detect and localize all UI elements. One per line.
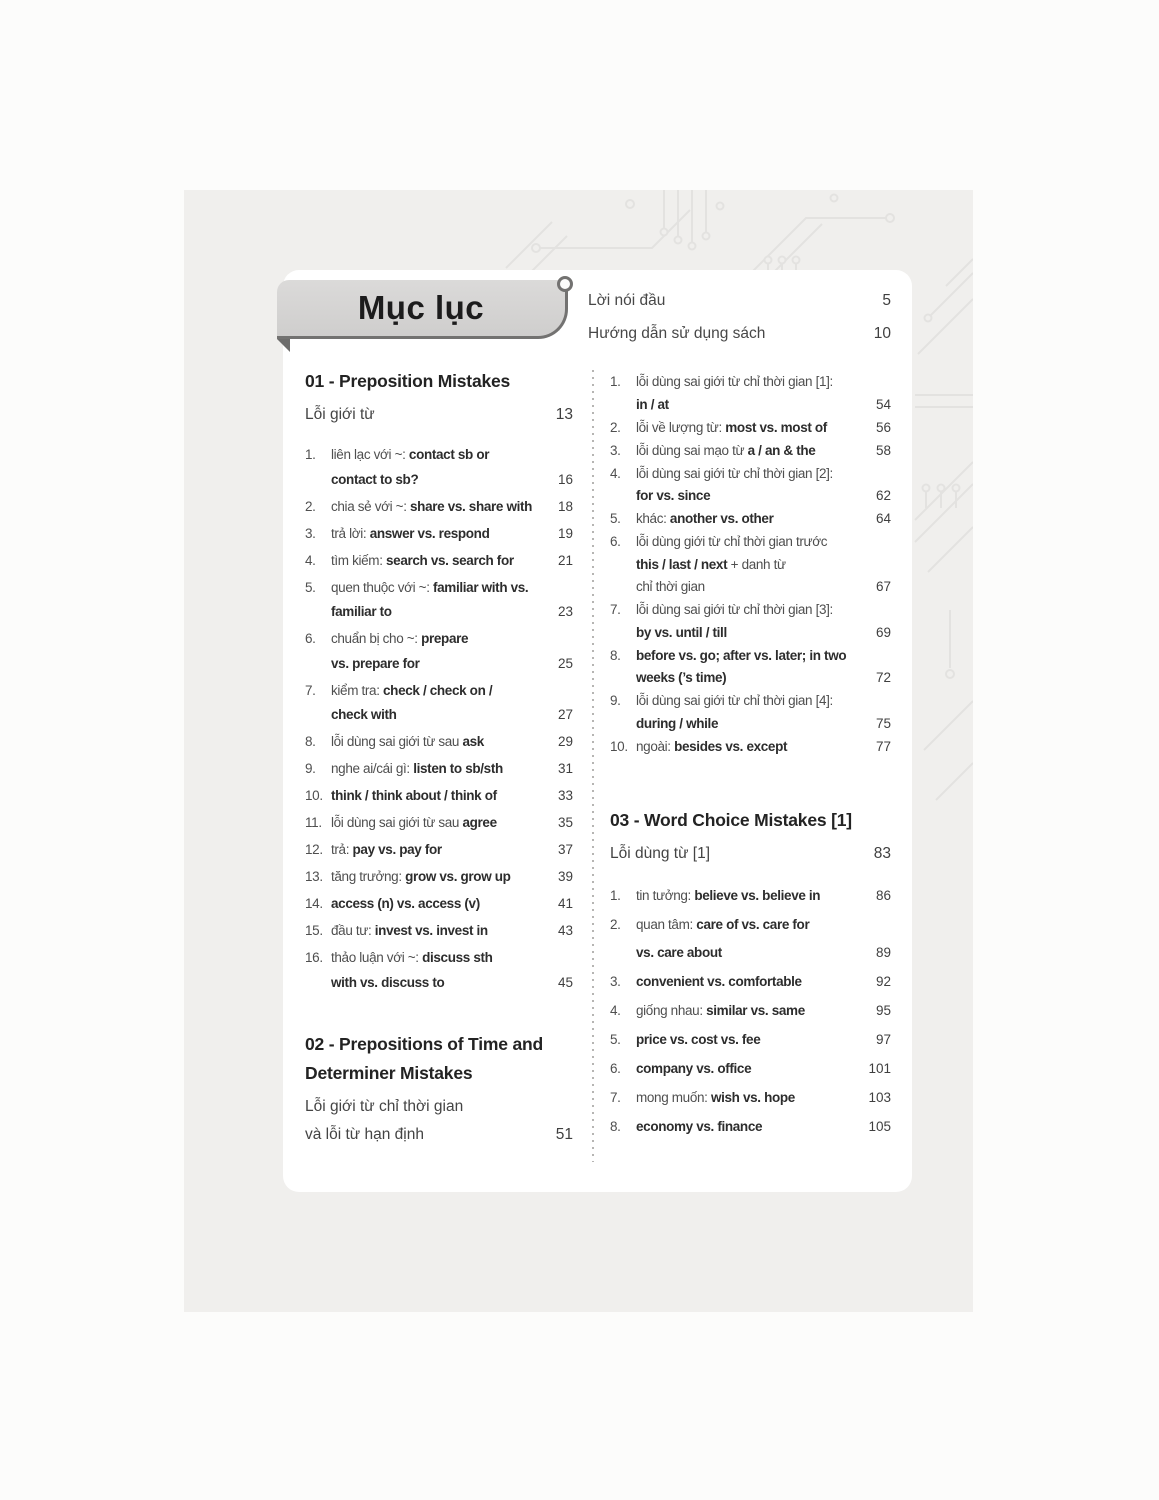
entry-label: lỗi dùng giới từ chỉ thời gian trước — [636, 534, 828, 549]
page-number: 41 — [557, 896, 573, 911]
page-number: 25 — [557, 655, 573, 671]
page-number: 97 — [875, 1032, 891, 1047]
entry-term: company vs. office — [636, 1061, 752, 1076]
entry-label: tìm kiếm: — [331, 552, 387, 568]
entry-text-line — [331, 468, 552, 493]
toc-entry — [610, 911, 891, 967]
entry-text — [331, 576, 552, 625]
entry-term: ask — [462, 734, 484, 749]
entry-term: listen to sb/sth — [413, 761, 503, 776]
entry-label: lỗi dùng sai giới từ chỉ thời gian [3]: — [636, 602, 833, 617]
section-heading — [305, 1030, 573, 1149]
entry-term: discuss sth — [422, 950, 493, 965]
entry-text — [331, 730, 552, 755]
page-number: 95 — [875, 1003, 891, 1018]
toc-entry — [610, 997, 891, 1025]
entry-term: prepare — [421, 631, 469, 646]
entry-text-line — [331, 811, 552, 836]
entry-text — [636, 1084, 862, 1112]
entry-term: share vs. share with — [410, 498, 533, 514]
entry-label: giống nhau: — [636, 1003, 707, 1018]
subtitle-text: và lỗi từ hạn định — [305, 1126, 424, 1143]
entry-term: by vs. until / till — [636, 624, 727, 640]
toc-entry — [610, 417, 891, 440]
entry-text-line — [636, 394, 870, 417]
toc-entry — [610, 882, 891, 910]
entry-label: trả lời: — [331, 525, 370, 541]
entry-text — [636, 736, 870, 759]
section-subtitle-line — [305, 401, 573, 429]
entry-text-line — [331, 784, 552, 809]
entry-label: tin tưởng: — [636, 888, 695, 903]
entry-text-line — [331, 865, 552, 890]
entry-text — [636, 440, 870, 463]
front-matter-label: Hướng dẫn sử dụng sách — [588, 325, 766, 342]
entry-term: familiar to — [331, 604, 392, 619]
entry-term: this / last / next — [636, 556, 728, 572]
entry-number: 8. — [610, 1119, 621, 1134]
entry-text — [636, 968, 870, 996]
entry-term: care of vs. care for — [696, 917, 810, 932]
entries — [588, 371, 891, 758]
entry-term: most vs. most of — [725, 419, 827, 435]
entry-term: with vs. discuss to — [331, 974, 445, 990]
entry-text — [636, 690, 870, 735]
page-number: 86 — [875, 888, 891, 903]
entry-text-line — [331, 495, 552, 520]
toc-card — [283, 270, 912, 1192]
toc-entry — [305, 757, 573, 782]
section-title-line: 02 - Prepositions of Time and — [305, 1034, 543, 1054]
entry-text-line — [636, 939, 870, 967]
entry-text-line — [331, 679, 552, 704]
entry-number: 10. — [305, 788, 323, 803]
toc-right-blocks — [588, 371, 891, 1141]
toc-entry — [305, 495, 573, 520]
entry-text — [636, 882, 870, 910]
toc-entry — [305, 892, 573, 917]
page-number: 39 — [557, 869, 573, 884]
entry-term: search vs. search for — [386, 552, 514, 568]
entry-text — [331, 811, 552, 836]
section-heading — [610, 806, 891, 868]
entry-term: weeks (’s time) — [636, 670, 727, 685]
entry-text-line — [331, 627, 552, 652]
toc-entry — [305, 576, 573, 625]
page-number: 5 — [882, 292, 891, 309]
entry-text-line — [636, 554, 870, 577]
entry-text — [636, 508, 870, 531]
page-number: 103 — [868, 1090, 891, 1105]
entry-label: quen thuộc với ~: — [331, 579, 433, 595]
entry-term: check / check on / — [383, 682, 493, 698]
entry-text — [636, 417, 870, 440]
toc-entry — [610, 1084, 891, 1112]
page-number: 31 — [557, 761, 573, 776]
entry-text-line — [331, 703, 552, 728]
entry-number: 14. — [305, 896, 323, 911]
toc-entry — [610, 1026, 891, 1054]
entry-number: 16. — [305, 950, 323, 965]
entry-label: nghe ai/cái gì: — [331, 761, 414, 776]
entry-number: 1. — [610, 374, 621, 389]
toc-entry — [610, 690, 891, 735]
section-subtitle — [305, 1093, 573, 1149]
entry-label: chia sẻ với ~: — [331, 498, 411, 514]
entry-label: quan tâm: — [636, 917, 697, 932]
entry-text-line — [636, 911, 870, 939]
entry-text-line — [636, 882, 870, 910]
section-title-line: Determiner Mistakes — [305, 1063, 473, 1083]
heading-wrap — [305, 367, 573, 429]
page-number: 64 — [875, 511, 891, 526]
entry-label: kiểm tra: — [331, 682, 384, 698]
entry-text-line — [331, 946, 552, 971]
entry-text-line — [331, 600, 552, 625]
toc-right-column — [588, 286, 891, 1142]
front-matter-label: Lời nói đầu — [588, 292, 666, 309]
entry-term: before vs. go; after vs. later; in two — [636, 647, 847, 663]
entry-number: 2. — [305, 498, 316, 514]
entry-text-line — [636, 622, 870, 645]
page-number: 51 — [555, 1126, 573, 1143]
entry-label: khác: — [636, 511, 670, 526]
entry-text — [331, 865, 552, 890]
entry-number: 1. — [610, 888, 621, 903]
entry-term: a / an & the — [747, 442, 816, 458]
page-number: 67 — [875, 579, 891, 594]
entry-number: 6. — [610, 534, 621, 549]
entry-number: 11. — [305, 815, 322, 830]
entry-term: vs. care about — [636, 945, 722, 960]
entry-label: lỗi dùng sai giới từ chỉ thời gian [1]: — [636, 374, 833, 389]
toc-left-column — [305, 367, 573, 1149]
entry-number: 9. — [610, 693, 621, 708]
entry-text-line — [331, 576, 552, 601]
entry-text-line — [331, 757, 552, 782]
page-number: 13 — [555, 406, 573, 423]
section-title — [305, 367, 573, 396]
subtitle-text: Lỗi giới từ — [305, 406, 375, 423]
entry-term: another vs. other — [669, 511, 774, 526]
section-subtitle — [610, 840, 891, 868]
page-number: 23 — [557, 604, 573, 619]
entry-label: lỗi dùng sai mạo từ — [636, 442, 748, 458]
page-number: 77 — [875, 738, 891, 754]
toc-entry — [305, 919, 573, 944]
toc-entry — [305, 865, 573, 890]
entry-text — [636, 599, 870, 644]
entry-number: 3. — [610, 442, 621, 458]
entry-term: similar vs. same — [706, 1003, 805, 1018]
entry-number: 2. — [610, 917, 621, 932]
page-number: 58 — [875, 442, 891, 458]
toc-entry — [305, 811, 573, 836]
toc-entry — [610, 440, 891, 463]
entry-text — [331, 919, 552, 944]
entry-text-line — [636, 576, 870, 599]
entry-number: 4. — [610, 1003, 621, 1018]
entry-text-line — [331, 549, 552, 574]
page-number: 89 — [875, 945, 891, 960]
page-number: 35 — [557, 815, 573, 830]
toc-banner — [277, 280, 568, 339]
toc-entry — [610, 508, 891, 531]
section-subtitle-line — [305, 1121, 573, 1149]
entry-text-line — [636, 440, 870, 463]
entry-number: 4. — [305, 552, 316, 568]
entry-term: contact sb or — [408, 447, 490, 462]
page-number: 69 — [875, 624, 891, 640]
entry-number: 9. — [305, 761, 316, 776]
page-number: 75 — [875, 715, 891, 731]
entry-text — [331, 679, 552, 728]
toc-entry — [305, 549, 573, 574]
entry-text-line — [331, 522, 552, 547]
entry-term: price vs. cost vs. fee — [636, 1032, 761, 1047]
entry-term: believe vs. believe in — [694, 888, 821, 903]
entry-number: 5. — [610, 1032, 621, 1047]
toc-entry — [610, 1055, 891, 1083]
toc-entry — [610, 968, 891, 996]
entries — [305, 443, 573, 995]
page-number: 29 — [557, 734, 573, 749]
section-title — [610, 806, 891, 835]
page-number: 62 — [875, 488, 891, 503]
page-title: Mục lục — [357, 289, 485, 326]
entry-text — [331, 892, 552, 917]
entry-text — [636, 1055, 862, 1083]
entry-text — [636, 911, 870, 967]
entry-term: invest vs. invest in — [374, 923, 488, 938]
section-heading — [305, 367, 573, 429]
entry-number: 6. — [305, 631, 316, 646]
toc-entry — [305, 522, 573, 547]
entry-text — [636, 645, 870, 690]
page-number: 105 — [868, 1119, 891, 1134]
page-number: 43 — [557, 923, 573, 938]
entry-text-line — [331, 443, 552, 468]
entry-term: grow vs. grow up — [405, 869, 511, 884]
page-number: 21 — [557, 552, 573, 568]
entry-label: lỗi dùng sai giới từ sau — [331, 815, 463, 830]
entry-number: 1. — [305, 447, 316, 462]
entry-text-line — [636, 997, 870, 1025]
entry-label: chuẩn bị cho ~: — [331, 631, 422, 646]
page-number: 16 — [557, 471, 573, 487]
toc-entry — [610, 599, 891, 644]
entry-term: contact to sb? — [331, 471, 419, 487]
toc-entry — [305, 784, 573, 809]
entry-text — [331, 946, 552, 995]
page-number: 54 — [875, 396, 891, 412]
entry-text-line — [636, 1026, 870, 1054]
entry-text-line — [636, 599, 870, 622]
section-subtitle — [305, 401, 573, 429]
entry-number: 15. — [305, 923, 323, 938]
front-matter-row — [588, 319, 891, 349]
entry-term: familiar with vs. — [433, 579, 529, 595]
toc-entry — [610, 645, 891, 690]
entry-number: 5. — [610, 511, 621, 526]
entry-label: tăng trưởng: — [331, 869, 406, 884]
section-title — [305, 1030, 573, 1088]
entry-text — [636, 531, 870, 599]
entry-number: 8. — [305, 734, 316, 749]
page-number: 83 — [873, 845, 891, 862]
entry-number: 7. — [610, 602, 621, 617]
entry-text-line — [636, 531, 870, 554]
entry-term: economy vs. finance — [636, 1119, 763, 1134]
page-number: 92 — [875, 974, 891, 989]
entry-text-line — [331, 971, 552, 996]
section-subtitle-line — [305, 1093, 573, 1121]
entry-text-line — [636, 736, 870, 759]
entry-text-line — [636, 968, 870, 996]
entry-label: lỗi dùng sai giới từ chỉ thời gian [4]: — [636, 693, 833, 708]
entry-text-line — [331, 652, 552, 677]
entry-text-line — [331, 838, 552, 863]
entry-text-line — [331, 730, 552, 755]
section-subtitle-line — [610, 840, 891, 868]
entry-term: wish vs. hope — [710, 1090, 795, 1105]
banner-fold — [277, 339, 290, 352]
front-matter-row — [588, 286, 891, 316]
entry-text — [636, 997, 870, 1025]
entry-term: access (n) vs. access (v) — [331, 896, 480, 911]
entry-label: thảo luận với ~: — [331, 950, 423, 965]
entry-term: vs. prepare for — [331, 655, 420, 671]
page-number: 33 — [557, 788, 573, 803]
entry-number: 3. — [610, 974, 621, 989]
page-number: 56 — [875, 419, 891, 435]
entry-number: 13. — [305, 869, 323, 884]
entries — [588, 882, 891, 1141]
entry-text-line — [636, 371, 870, 394]
entry-label: mong muốn: — [636, 1090, 711, 1105]
entry-text — [636, 1113, 862, 1141]
page-number: 37 — [557, 842, 573, 857]
entry-label: trả: — [331, 842, 353, 857]
page-number: 10 — [873, 325, 891, 342]
entry-text — [331, 838, 552, 863]
entry-text-line — [636, 713, 870, 736]
entry-term: during / while — [636, 715, 719, 731]
page-number: 45 — [557, 974, 573, 990]
entry-number: 3. — [305, 525, 316, 541]
entry-label: lỗi dùng sai giới từ chỉ thời gian [2]: — [636, 465, 833, 481]
page-number: 72 — [875, 670, 891, 685]
entry-text — [636, 371, 870, 416]
entry-number: 5. — [305, 579, 316, 595]
entry-term: think / think about / think of — [331, 788, 497, 803]
subtitle-text: Lỗi giới từ chỉ thời gian — [305, 1098, 464, 1115]
entry-number: 7. — [610, 1090, 621, 1105]
entry-number: 8. — [610, 647, 621, 663]
entry-text-line — [636, 485, 870, 508]
page-number: 18 — [557, 498, 573, 514]
entry-number: 4. — [610, 465, 621, 481]
entry-text-line — [636, 508, 870, 531]
entry-text-line — [636, 417, 870, 440]
entry-text-line — [636, 690, 870, 713]
entry-term: check with — [331, 707, 397, 722]
entry-text — [331, 495, 552, 520]
entry-term: agree — [462, 815, 497, 830]
entry-text — [636, 1026, 870, 1054]
toc-entry — [305, 627, 573, 676]
toc-entry — [610, 531, 891, 599]
page-number: 101 — [868, 1061, 891, 1076]
entry-label: liên lạc với ~: — [331, 447, 409, 462]
entry-text-line — [636, 1055, 862, 1083]
entry-number: 2. — [610, 419, 621, 435]
entry-term: answer vs. respond — [369, 525, 490, 541]
entry-number: 12. — [305, 842, 323, 857]
entry-text — [636, 463, 870, 508]
subtitle-text: Lỗi dùng từ [1] — [610, 845, 711, 862]
pin-icon — [557, 276, 573, 292]
toc-entry — [305, 730, 573, 755]
entry-text — [331, 443, 552, 492]
entry-term: besides vs. except — [674, 738, 788, 754]
entry-label: ngoài: — [636, 738, 675, 754]
entry-text — [331, 784, 552, 809]
entry-label: + danh từ — [727, 556, 786, 572]
entry-text — [331, 522, 552, 547]
entry-label: chỉ thời gian — [636, 579, 705, 594]
entry-number: 6. — [610, 1061, 621, 1076]
toc-entry — [305, 946, 573, 995]
entry-number: 10. — [610, 738, 628, 754]
entry-label: lỗi dùng sai giới từ sau — [331, 734, 463, 749]
entry-label: lỗi về lượng từ: — [636, 419, 726, 435]
entry-term: in / at — [636, 396, 669, 412]
toc-entry — [610, 371, 891, 416]
heading-wrap — [588, 806, 891, 868]
toc-entry — [305, 443, 573, 492]
entry-text-line — [636, 1113, 862, 1141]
heading-wrap — [305, 1030, 573, 1149]
entry-term: convenient vs. comfortable — [636, 974, 802, 989]
entry-text-line — [331, 919, 552, 944]
page-number: 19 — [557, 525, 573, 541]
toc-entry — [610, 463, 891, 508]
entry-text — [331, 757, 552, 782]
toc-entry — [610, 1113, 891, 1141]
entry-term: pay vs. pay for — [352, 842, 442, 857]
entry-term: for vs. since — [636, 488, 711, 503]
toc-entry — [305, 679, 573, 728]
section-title-line: 03 - Word Choice Mistakes [1] — [610, 810, 852, 830]
entry-text-line — [636, 645, 870, 668]
toc-entry — [305, 838, 573, 863]
toc-entry — [610, 736, 891, 759]
entry-text-line — [636, 667, 870, 690]
entry-text-line — [636, 463, 870, 486]
entry-number: 7. — [305, 682, 316, 698]
entry-label: đầu tư: — [331, 923, 375, 938]
entry-text-line — [331, 892, 552, 917]
front-matter-list — [588, 286, 891, 349]
section-title-line: 01 - Preposition Mistakes — [305, 371, 511, 391]
entry-text — [331, 627, 552, 676]
entry-text-line — [636, 1084, 862, 1112]
entry-text — [331, 549, 552, 574]
page-number: 27 — [557, 707, 573, 722]
